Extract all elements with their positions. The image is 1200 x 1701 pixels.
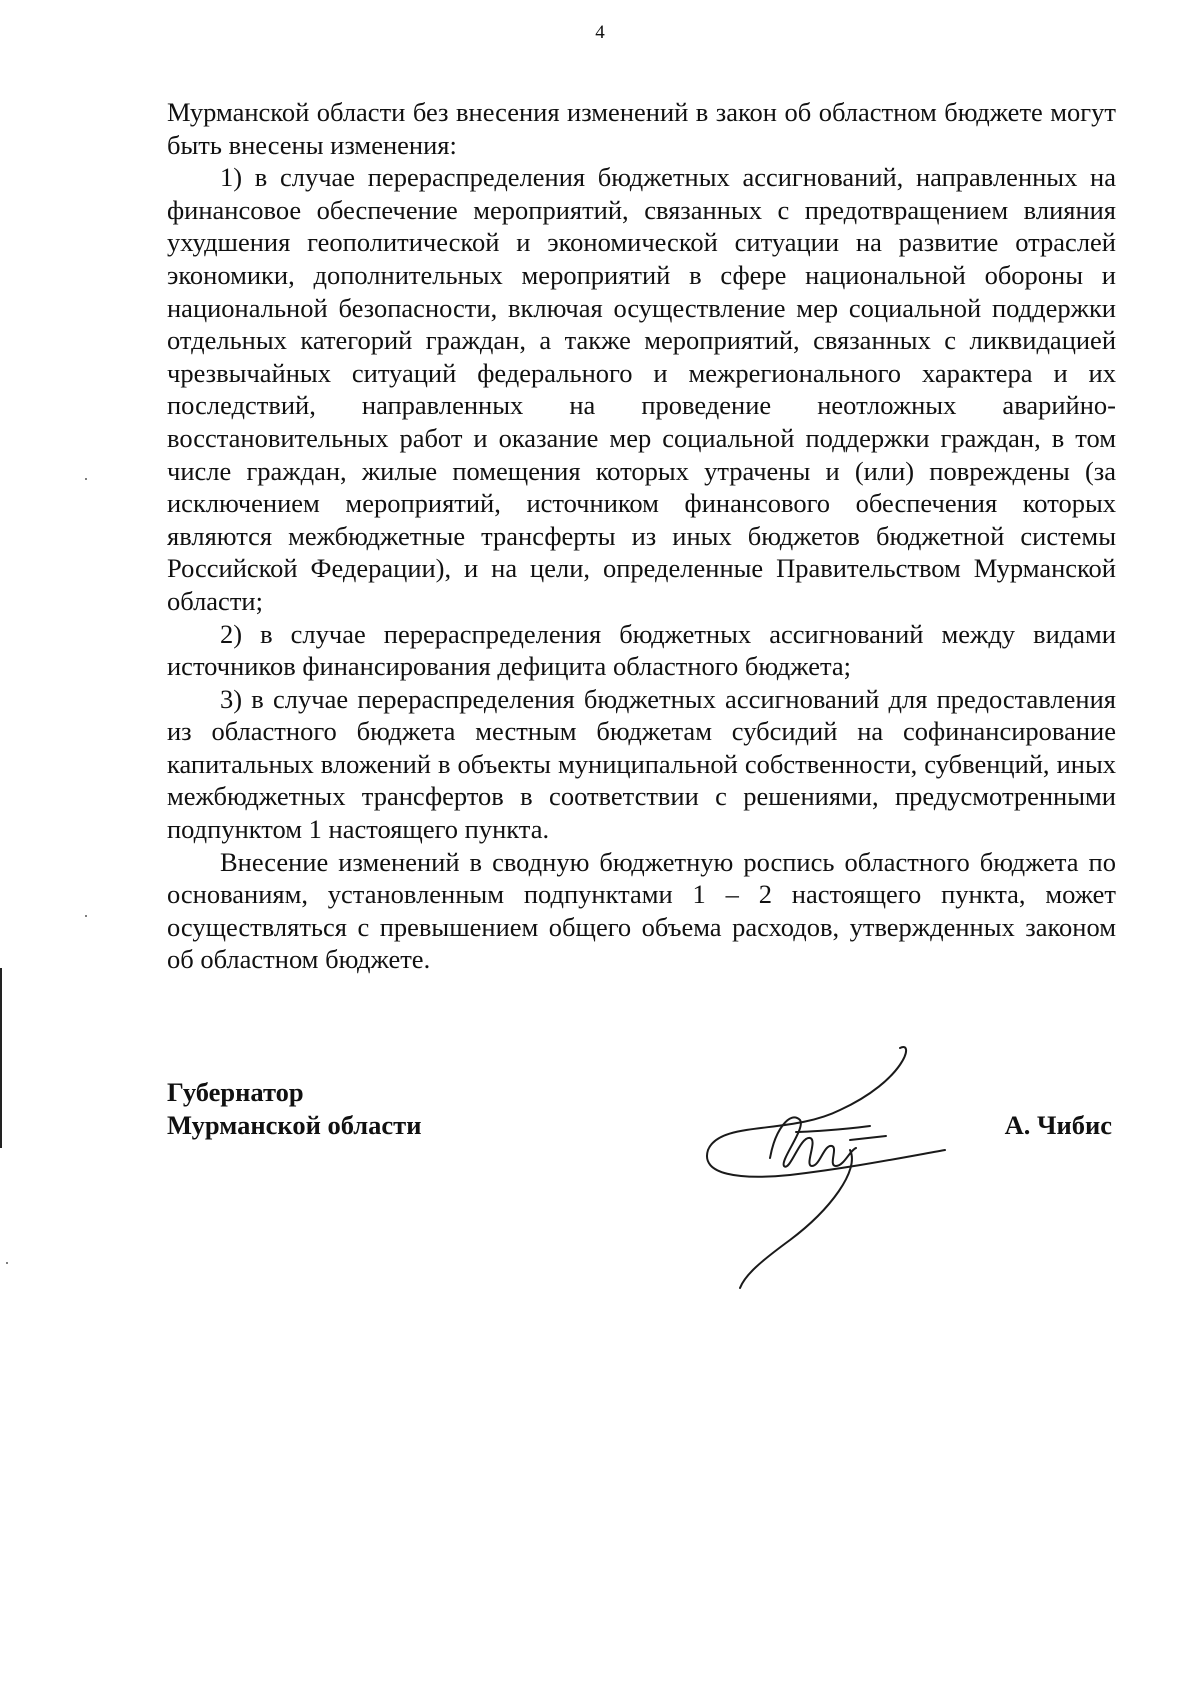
paragraph-item-1: 1) в случае перераспределения бюджетных ассигнований, направленных на финансовое обеспечение мероприятий, связанных с предотвращением влияния ухудшения геополитической и экономической ситуации на развитие отраслей экономики, дополнительных мероприятий в сфере национальной обороны и национальной безопасности, включая осуществление мер социальной поддержки отдельных категорий граждан, а также мероприятий, связанных с ликвидацией чрезвычайных ситуаций федерального и межрегионального характера и их последствий, направленных на проведение неотложных аварийно-восстановительных работ и оказание мер социальной поддержки граждан, в том числе граждан, жилые помещения которых утрачены и (или) повреждены (за исключением мероприятий, источником финансового обеспечения которых являются межбюджетные трансферты из иных бюджетов бюджетной системы Российской Федерации), и на цели, определенные Правительством Мурманской области; bbox=[167, 162, 1116, 616]
document-body bbox=[167, 96, 1116, 976]
scan-speck bbox=[6, 1262, 8, 1264]
signature-block bbox=[167, 1076, 1116, 1156]
signer-title-line-1: Губернатор bbox=[167, 1077, 304, 1107]
scan-speck bbox=[85, 478, 87, 480]
page-number: 4 bbox=[595, 22, 605, 43]
paragraph-item-3: 3) в случае перераспределения бюджетных ассигнований для предоставления из областного бюджета местным бюджетам субсидий на софинансирование капитальных вложений в объекты муниципальной собственности, субвенций, иных межбюджетных трансфертов в соответствии с решениями, предусмотренными подпунктом 1 настоящего пункта. bbox=[167, 683, 1116, 845]
signer-title-line-2: Мурманской области bbox=[167, 1110, 422, 1140]
scan-edge-mark bbox=[0, 968, 2, 1148]
signer-name: А. Чибис bbox=[1004, 1110, 1112, 1140]
paragraph-item-2: 2) в случае перераспределения бюджетных ассигнований между видами источников финансирования дефицита областного бюджета; bbox=[167, 618, 1116, 682]
scan-speck bbox=[85, 915, 87, 917]
signer-title bbox=[167, 1076, 421, 1142]
handwritten-signature bbox=[700, 1040, 970, 1290]
paragraph-closing: Внесение изменений в сводную бюджетную роспись областного бюджета по основаниям, установленным подпунктами 1 – 2 настоящего пункта, может осуществляться с превышением общего объема расходов, утвержденных законом об областном бюджете. bbox=[167, 846, 1116, 975]
paragraph-continuation: Мурманской области без внесения изменений в закон об областном бюджете могут быть внесены изменения: bbox=[167, 97, 1116, 160]
